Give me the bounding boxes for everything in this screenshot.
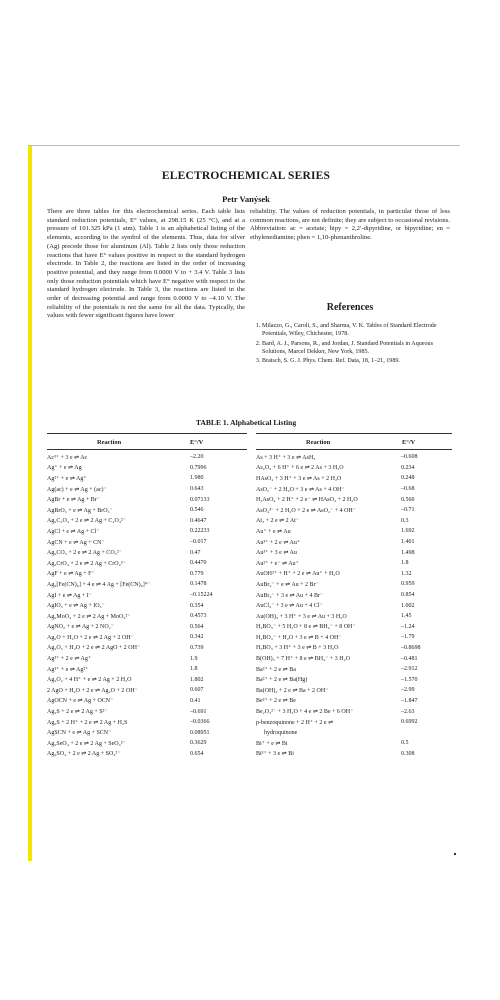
reaction-cell: Ag₂SeO₄ + 2 e ⇌ 2 Ag + SeO₄²⁻ [47, 740, 126, 747]
reaction-cell: Au³⁺ + 3 e ⇌ Au [256, 550, 297, 557]
table-row [256, 622, 452, 633]
column-header-potential-right: E°/V [402, 439, 416, 446]
reference-item: 1. Milazzo, G., Caroli, S., and Sharma, V. K. Tables of Standard Electrode Potentials, Wiley, Chichester, 1978. [262, 322, 450, 339]
table-row [47, 717, 247, 728]
reaction-cell: At₂ + 2 e ⇌ 2 At⁻ [256, 518, 300, 525]
table-left-column [47, 452, 247, 759]
table-row [256, 696, 452, 707]
potential-cell: 1.498 [401, 549, 415, 556]
potential-cell: 0.342 [190, 634, 204, 641]
reaction-cell: AuOH²⁺ + H⁺ + 2 e ⇌ Au⁺ + H₂O [256, 571, 340, 578]
document-title: ELECTROCHEMICAL SERIES [161, 170, 331, 182]
table-row [47, 664, 247, 675]
potential-cell: 0.779 [190, 570, 204, 577]
page-top-rule [28, 145, 460, 146]
table-row [47, 579, 247, 590]
table-row [256, 558, 452, 569]
table-row [47, 622, 247, 633]
table-row [47, 696, 247, 707]
table-row [256, 632, 452, 643]
table-row [47, 463, 247, 474]
reaction-cell: Ag(ac) + e ⇌ Ag + (ac)⁻ [47, 486, 107, 493]
reaction-cell: Ag₂O + H₂O + 2 e ⇌ 2 Ag + 2 OH⁻ [47, 634, 134, 641]
reaction-cell: AsO₄³⁻ + 2 H₂O + 2 e ⇌ AsO₂⁻ + 4 OH⁻ [256, 507, 356, 514]
table-row [47, 547, 247, 558]
reaction-cell: AgOCN + e ⇌ Ag + OCN⁻ [47, 698, 114, 705]
potential-cell: 1.32 [401, 570, 412, 577]
table-row [256, 706, 452, 717]
table-row [47, 590, 247, 601]
reaction-cell: Ag₄[Fe(CN)₆] + 4 e ⇌ 4 Ag + [Fe(CN)₆]⁴⁻ [47, 581, 150, 588]
reaction-cell: Ba²⁺ + 2 e ⇌ Ba(Hg) [256, 677, 308, 684]
reference-item: 3. Bratsch, S. G. J. Phys. Chem. Ref. Data, 18, 1–21, 1989. [262, 357, 450, 365]
table-row [256, 738, 452, 749]
table-row [256, 537, 452, 548]
table-row [47, 749, 247, 760]
potential-cell: –0.0366 [190, 719, 210, 726]
potential-cell: 1.8 [401, 560, 409, 567]
table-row [256, 590, 452, 601]
table-row [256, 643, 452, 654]
reaction-cell: Ag₂O₃ + H₂O + 2 e ⇌ 2 AgO + 2 OH⁻ [47, 645, 141, 652]
references-list [250, 322, 450, 366]
reaction-cell: Ag³⁺ + 2 e ⇌ Ag⁺ [47, 656, 92, 663]
potential-cell: 0.41 [190, 697, 201, 704]
table-row [47, 685, 247, 696]
table-row [256, 685, 452, 696]
potential-cell: 0.739 [190, 644, 204, 651]
reaction-cell: As + 3 H⁺ + 3 e ⇌ AsH₃ [256, 454, 316, 461]
potential-cell: 0.546 [190, 507, 204, 514]
potential-cell: –0.68 [401, 486, 415, 493]
potential-cell: 0.1478 [190, 581, 207, 588]
reaction-cell: AuBr₂⁻ + e ⇌ Au + 2 Br⁻ [256, 581, 319, 588]
reaction-cell: AgCN + e ⇌ Ag + CN⁻ [47, 539, 105, 546]
potential-cell: –2.99 [401, 687, 415, 694]
potential-cell: 0.5 [401, 740, 409, 747]
table-row [256, 727, 452, 738]
table-row [47, 706, 247, 717]
potential-cell: 0.4470 [190, 560, 207, 567]
reaction-cell: AgBr + e ⇌ Ag + Br⁻ [47, 497, 100, 504]
table-row [47, 452, 247, 463]
table-top-rule-left [47, 433, 247, 434]
reaction-cell: AuBr₄⁻ + 3 e ⇌ Au + 4 Br⁻ [256, 592, 324, 599]
potential-cell: 0.560 [401, 496, 415, 503]
author-name: Petr Vanýsek [222, 194, 270, 204]
potential-cell: –0.608 [401, 454, 418, 461]
potential-cell: 0.07133 [190, 496, 210, 503]
table-row [256, 664, 452, 675]
table-row [256, 505, 452, 516]
table-row [47, 653, 247, 664]
intro-paragraph-continued: reliability. The values of reduction potentials, in particular those of less common reactions, are not definite; they are subject to occasional revisions. [250, 208, 450, 224]
reaction-cell: 2 AgO + H₂O + 2 e ⇌ Ag₂O + 2 OH⁻ [47, 687, 138, 694]
potential-cell: 0.47 [190, 549, 201, 556]
potential-cell: 1.45 [401, 613, 412, 620]
potential-cell: 1.980 [190, 475, 204, 482]
potential-cell: 0.354 [190, 602, 204, 609]
potential-cell: 0.3 [401, 517, 409, 524]
table-title: TABLE 1. Alphabetical Listing [195, 418, 297, 427]
reaction-cell: AgSCN + e ⇌ Ag + SCN⁻ [47, 730, 112, 737]
potential-cell: –0.691 [190, 708, 207, 715]
reaction-cell: p-benzoquinone + 2 H⁺ + 2 e ⇌ [256, 719, 334, 726]
potential-cell: –0.71 [401, 507, 415, 514]
potential-cell: –2.912 [401, 666, 418, 673]
table-header-rule-right [256, 449, 452, 450]
table-row [256, 516, 452, 527]
table-row [256, 569, 452, 580]
reaction-cell: H₃AsO₄ + 2 H⁺ + 2 e⁻ ⇌ HAsO₂ + 2 H₂O [256, 497, 358, 504]
table-row [256, 526, 452, 537]
table-row [47, 484, 247, 495]
reaction-cell: Be²⁺ + 2 e ⇌ Be [256, 698, 296, 705]
table-row [47, 516, 247, 527]
table-row [256, 611, 452, 622]
reference-item: 2. Bard, A. J., Parsons, R., and Jordan, J. Standard Potentials in Aqueous Solutions, Marcel Dekker, New York, 1985. [262, 340, 450, 357]
potential-cell: 1.9 [190, 655, 198, 662]
potential-cell: 0.3629 [190, 740, 207, 747]
reaction-cell: Ag₂CrO₄ + 2 e ⇌ 2 Ag + CrO₄²⁻ [47, 560, 126, 567]
potential-cell: –0.15224 [190, 592, 213, 599]
potential-cell: –1.79 [401, 634, 415, 641]
potential-cell: –0.481 [401, 655, 418, 662]
reaction-cell: Ag₂O₂ + 4 H⁺ + e ⇌ 2 Ag + 2 H₂O [47, 677, 132, 684]
table-row [47, 537, 247, 548]
table-top-rule-right [256, 433, 452, 434]
potential-cell: –1.847 [401, 697, 418, 704]
intro-paragraph: There are three tables for this electrochemical series. Each table lists standard reduction potentials, E° values, at 298.15 K (25 °C), and at a pressure of 101.325 kPa (1 atm). Table 1 is an alphabetical listing of the elements, according to the symbol of the elements. Thus, data for silver (Ag) precede those for aluminum (Al). Table 2 lists only those reduction reactions that have E° values positive in respect to the standard hydrogen electrode. In Table 2, the reactions are listed in the order of increasing positive potential, and they range from 0.0000 V to + 3.4 V. Table 3 lists only those reduction potentials which have E° negative with respect to the standard hydrogen electrode. In Table 3, the reactions are listed in the order of decreasing potential and range from 0.0000 V to –4.10 V. The reliability of the potentials is not the same for all the data. Typically, the values with fewer significant figures have lower [47, 208, 245, 320]
reaction-cell: Ag⁺ + e ⇌ Ag [47, 465, 82, 472]
reaction-cell: Ag₂S + 2 e ⇌ 2 Ag + S²⁻ [47, 709, 108, 716]
reaction-cell: Au³⁺ + 2 e ⇌ Au⁺ [256, 539, 301, 546]
potential-cell: 0.6992 [401, 719, 418, 726]
potential-cell: 1.692 [401, 528, 415, 535]
reaction-cell: AsO₂⁻ + 2 H₂O + 3 e ⇌ As + 4 OH⁻ [256, 486, 345, 493]
intro-column-left [47, 208, 245, 321]
potential-cell: –1.24 [401, 623, 415, 630]
table-row [256, 674, 452, 685]
table-row [47, 643, 247, 654]
potential-cell: 0.22233 [190, 528, 210, 535]
abbreviations-paragraph: Abbreviation: ac = acetate; bipy = 2,2′-dipyridine, or bipyridine; en = ethylenediamine; phen = 1,10-phenanthroline. [250, 225, 450, 242]
table-row [47, 473, 247, 484]
reaction-cell: Ag²⁺ + e ⇌ Ag⁺ [47, 475, 87, 482]
potential-cell: 0.654 [190, 750, 204, 757]
reaction-cell: AgF + e ⇌ Ag + F⁻ [47, 571, 95, 578]
table-right-column [256, 452, 452, 759]
potential-cell: –0.8698 [401, 644, 421, 651]
table-row [47, 611, 247, 622]
reaction-cell: Ag₂C₂O₄ + 2 e ⇌ 2 Ag + C₂O₄²⁻ [47, 518, 126, 525]
table-row [47, 738, 247, 749]
potential-cell: 0.607 [190, 687, 204, 694]
table-row [47, 505, 247, 516]
reaction-cell: Au(OH)₃ + 3 H⁺ + 3 e ⇌ Au + 3 H₂O [256, 613, 347, 620]
table-row [47, 494, 247, 505]
column-header-reaction-left: Reaction [97, 439, 122, 446]
reaction-cell: As₂O₃ + 6 H⁺ + 6 e ⇌ 2 As + 3 H₂O [256, 465, 344, 472]
reaction-cell: AgNO₂ + e ⇌ Ag + 2 NO₂⁻ [47, 624, 114, 631]
table-row [256, 749, 452, 760]
table-row [47, 727, 247, 738]
table-row [256, 600, 452, 611]
table-row [47, 569, 247, 580]
potential-cell: 1.401 [401, 539, 415, 546]
table-row [47, 558, 247, 569]
reaction-cell: AgCl + e ⇌ Ag + Cl⁻ [47, 528, 100, 535]
table-row [256, 484, 452, 495]
references-heading: References [326, 302, 374, 313]
reaction-cell: Bi⁺ + e ⇌ Bi [256, 740, 288, 747]
table-row [47, 674, 247, 685]
potential-cell: –1.570 [401, 676, 418, 683]
potential-cell: 0.643 [190, 486, 204, 493]
potential-cell: 0.248 [401, 475, 415, 482]
potential-cell: –2.63 [401, 708, 415, 715]
intro-column-right [250, 208, 450, 243]
potential-cell: 0.959 [401, 581, 415, 588]
potential-cell: 1.8 [190, 666, 198, 673]
reaction-cell: AuCl₄⁻ + 3 e ⇌ Au + 4 Cl⁻ [256, 603, 323, 610]
reaction-cell: H₂BO₃⁻ + H₂O + 3 e ⇌ B + 4 OH⁻ [256, 634, 342, 641]
potential-cell: 0.08951 [190, 729, 210, 736]
reaction-cell: Ag₂CO₃ + 2 e ⇌ 2 Ag + CO₃²⁻ [47, 550, 122, 557]
accent-bar [28, 145, 32, 861]
reaction-cell: Au⁺ + e ⇌ Au [256, 528, 291, 535]
reaction-cell: AgBrO₃ + e ⇌ Ag + BrO₃⁻ [47, 507, 113, 514]
table-row [256, 494, 452, 505]
reaction-cell: Bi³⁺ + 3 e ⇌ Bi [256, 751, 294, 758]
reaction-cell: AgIO₃ + e ⇌ Ag + IO₃⁻ [47, 603, 105, 610]
table-row [256, 463, 452, 474]
reaction-cell: hydroquinone [264, 729, 298, 736]
potential-cell: –2.20 [190, 454, 204, 461]
reaction-cell: Ag³⁺ + e ⇌ Ag²⁺ [47, 666, 89, 673]
table-row [256, 579, 452, 590]
potential-cell: 0.564 [190, 623, 204, 630]
reaction-cell: B(OH)₃ + 7 H⁺ + 8 e ⇌ BH₄⁻ + 3 H₂O [256, 656, 350, 663]
reaction-cell: H₃BO₃ + 3 H⁺ + 3 e ⇌ B + 3 H₂O [256, 645, 339, 652]
reaction-cell: H₂BO₃⁻ + 5 H₂O + 8 e ⇌ BH₄⁻ + 8 OH⁻ [256, 624, 356, 631]
table-row [256, 653, 452, 664]
potential-cell: 1.002 [401, 602, 415, 609]
table-row [256, 717, 452, 728]
reaction-cell: Ba²⁺ + 2 e ⇌ Ba [256, 666, 296, 673]
potential-cell: –0.017 [190, 539, 207, 546]
table-row [256, 547, 452, 558]
reaction-cell: Ag₂MoO₄ + 2 e ⇌ 2 Ag + MoO₄²⁻ [47, 613, 131, 620]
reaction-cell: Ag₂SO₄ + 2 e ⇌ 2 Ag + SO₄²⁻ [47, 751, 121, 758]
reaction-cell: HAsO₂ + 3 H⁺ + 3 e ⇌ As + 2 H₂O [256, 475, 342, 482]
column-header-potential-left: E°/V [190, 439, 204, 446]
table-row [47, 526, 247, 537]
table-row [47, 600, 247, 611]
potential-cell: 0.308 [401, 750, 415, 757]
potential-cell: 1.802 [190, 676, 204, 683]
reaction-cell: Ag₂S + 2 H⁺ + 2 e ⇌ 2 Ag + H₂S [47, 719, 128, 726]
reaction-cell: AgI + e ⇌ Ag + I⁻ [47, 592, 92, 599]
reaction-cell: Be₂O₃²⁻ + 3 H₂O + 4 e ⇌ 2 Be + 6 OH⁻ [256, 709, 354, 716]
potential-cell: 0.234 [401, 464, 415, 471]
table-row [256, 452, 452, 463]
table-row [47, 632, 247, 643]
table-row [256, 473, 452, 484]
reaction-cell: Ac³⁺ + 3 e ⇌ Ac [47, 454, 88, 461]
potential-cell: 0.854 [401, 592, 415, 599]
potential-cell: 0.4573 [190, 613, 207, 620]
column-header-reaction-right: Reaction [306, 439, 331, 446]
page-mark [454, 853, 456, 855]
table-header-rule-left [47, 449, 247, 450]
reaction-cell: Au²⁺ + e⁻ ⇌ Au⁺ [256, 560, 299, 567]
reaction-cell: Ba(OH)₂ + 2 e ⇌ Ba + 2 OH⁻ [256, 687, 329, 694]
potential-cell: 0.7996 [190, 464, 207, 471]
potential-cell: 0.4647 [190, 517, 207, 524]
